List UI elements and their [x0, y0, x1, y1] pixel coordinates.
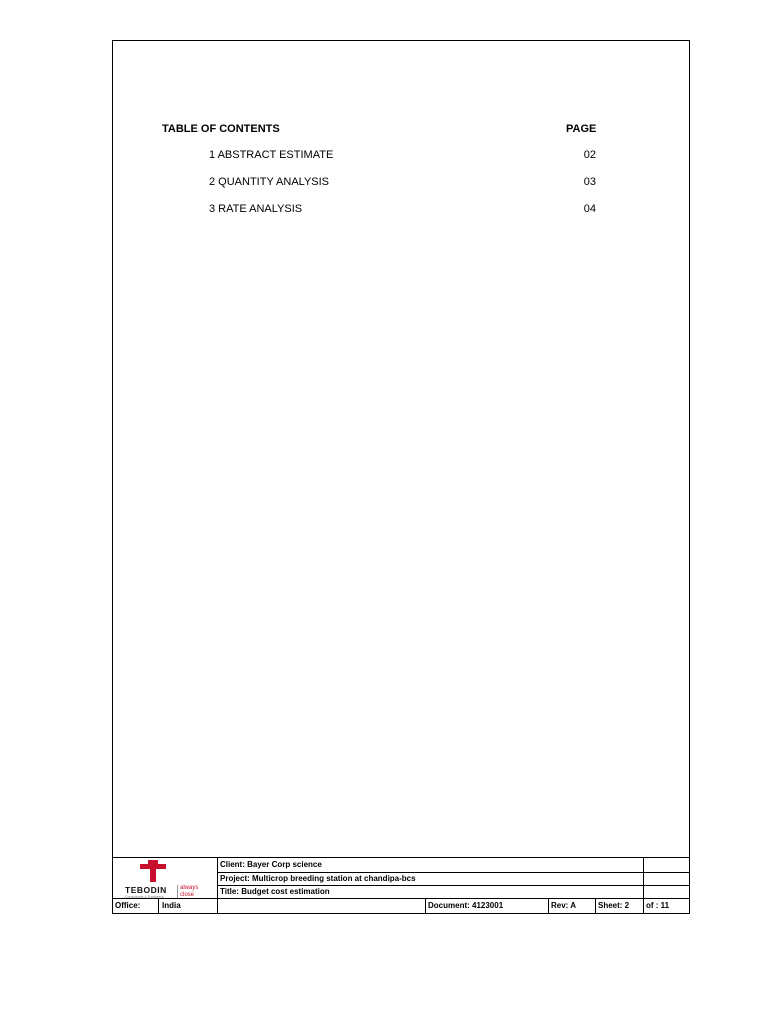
toc-item-label: 1 ABSTRACT ESTIMATE [209, 149, 334, 161]
toc-item-page: 04 [583, 203, 596, 215]
toc-item-page: 03 [583, 176, 596, 188]
document-number: Document: 4123001 [428, 901, 504, 910]
tebodin-t-icon [138, 860, 168, 884]
client-field: Client: Bayer Corp science [220, 860, 322, 869]
revision: Rev: A [551, 901, 577, 910]
toc-page-heading: PAGE [566, 123, 597, 135]
page-frame [112, 40, 690, 858]
office-label: Office: [115, 901, 141, 910]
toc-item-label: 3 RATE ANALYSIS [209, 203, 303, 215]
tebodin-logo [116, 860, 214, 898]
sheet-number: Sheet: 2 [598, 901, 630, 910]
toc-heading: TABLE OF CONTENTS [162, 123, 280, 135]
sheet-total: of : 11 [646, 901, 670, 910]
office-value: India [162, 901, 181, 910]
toc-item-label: 2 QUANTITY ANALYSIS [209, 176, 330, 188]
toc-item-page: 02 [583, 149, 596, 161]
title-field: Title: Budget cost estimation [220, 887, 330, 896]
project-field: Project: Multicrop breeding station at chandipa-bcs [220, 874, 416, 883]
logo-tagline: always close [180, 885, 199, 898]
logo-wordmark: TEBODIN [125, 885, 167, 895]
logo-subtitle: Consultants & Engineers [125, 895, 164, 899]
title-block [112, 858, 690, 914]
